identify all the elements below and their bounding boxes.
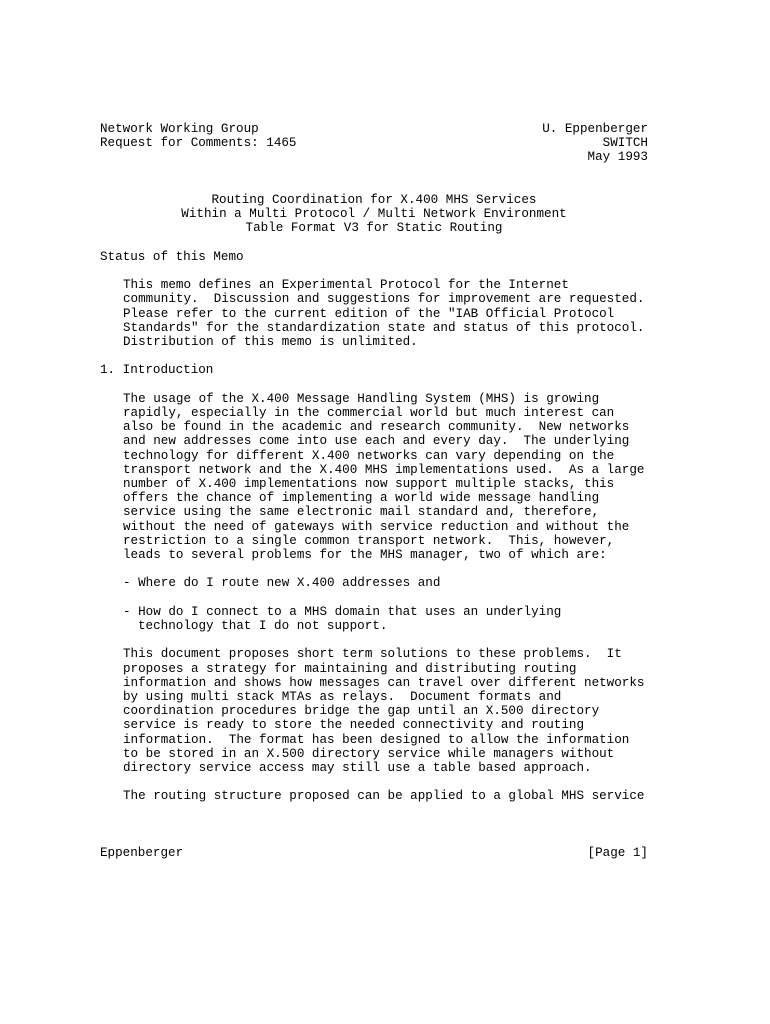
status-line: Distribution of this memo is unlimited. — [123, 334, 418, 349]
status-line: community. Discussion and suggestions for improvement are requested. — [123, 292, 645, 307]
intro-line: The routing structure proposed can be applied to a global MHS service — [123, 789, 645, 804]
intro-line: coordination procedures bridge the gap until an X.500 directory — [123, 704, 600, 719]
intro-line: by using multi stack MTAs as relays. Document formats and — [123, 689, 562, 704]
intro-line: service is ready to store the needed connectivity and routing — [123, 718, 585, 733]
header-right-1: U. Eppenberger — [542, 122, 648, 136]
header-row-2 — [100, 136, 648, 150]
intro-line: service using the same electronic mail standard and, therefore, — [123, 505, 600, 520]
intro-line: number of X.400 implementations now support multiple stacks, this — [123, 476, 615, 491]
status-line: Standards" for the standardization state and status of this protocol. — [123, 320, 645, 335]
header-right-2: SWITCH — [602, 136, 648, 151]
bullet-item-1: - Where do I route new X.400 addresses and — [123, 576, 441, 591]
intro-line: and new addresses come into use each and every day. The underlying — [123, 434, 630, 449]
intro-line: technology for different X.400 networks can vary depending on the — [123, 448, 615, 463]
page-footer — [100, 846, 648, 860]
intro-line: directory service access may still use a table based approach. — [123, 761, 592, 775]
intro-line: information and shows how messages can travel over different networks — [123, 675, 645, 690]
rfc-page — [100, 122, 648, 804]
title-line-2: Within a Multi Protocol / Multi Network Environment — [181, 207, 567, 222]
intro-line: without the need of gateways with service reduction and without the — [123, 519, 630, 534]
page-number: [Page 1] — [587, 846, 648, 860]
intro-line: proposes a strategy for maintaining and distributing routing — [123, 661, 577, 676]
intro-line: leads to several problems for the MHS manager, two of which are: — [123, 548, 607, 562]
header-row-3 — [100, 150, 648, 164]
intro-line: restriction to a single common transport network. This, however, — [123, 533, 615, 548]
intro-line: to be stored in an X.500 directory service while managers without — [123, 746, 615, 761]
intro-line: rapidly, especially in the commercial world but much interest can — [123, 405, 615, 420]
intro-paragraph-2 — [100, 647, 648, 775]
header-left-1: Network Working Group — [100, 122, 259, 136]
bullet-item-2-continuation: technology that I do not support. — [138, 618, 388, 633]
intro-line: information. The format has been designed to allow the information — [123, 732, 630, 747]
intro-line: The usage of the X.400 Message Handling System (MHS) is growing — [123, 391, 600, 406]
header-row-1 — [100, 122, 648, 136]
intro-line: also be found in the academic and research community. New networks — [123, 420, 630, 435]
intro-line: offers the chance of implementing a world wide message handling — [123, 491, 600, 506]
status-line: This memo defines an Experimental Protocol for the Internet — [123, 278, 569, 293]
bullet-item-2: - How do I connect to a MHS domain that uses an underlying — [123, 604, 562, 619]
intro-heading: 1. Introduction — [100, 363, 214, 378]
title-line-1: Routing Coordination for X.400 MHS Services — [211, 192, 537, 207]
status-paragraph — [100, 278, 648, 349]
intro-paragraph-1 — [100, 392, 648, 562]
intro-line: This document proposes short term solutions to these problems. It — [123, 647, 622, 662]
rfc-header — [100, 122, 648, 165]
header-left-2: Request for Comments: 1465 — [100, 136, 297, 151]
intro-line: transport network and the X.400 MHS implementations used. As a large — [123, 462, 645, 477]
intro-paragraph-3 — [100, 789, 648, 803]
status-line: Please refer to the current edition of the "IAB Official Protocol — [123, 306, 615, 321]
document-title — [100, 193, 648, 236]
status-heading: Status of this Memo — [100, 249, 244, 264]
footer-author: Eppenberger — [100, 846, 184, 860]
title-line-3: Table Format V3 for Static Routing — [245, 221, 503, 236]
header-right-3: May 1993 — [587, 150, 648, 165]
